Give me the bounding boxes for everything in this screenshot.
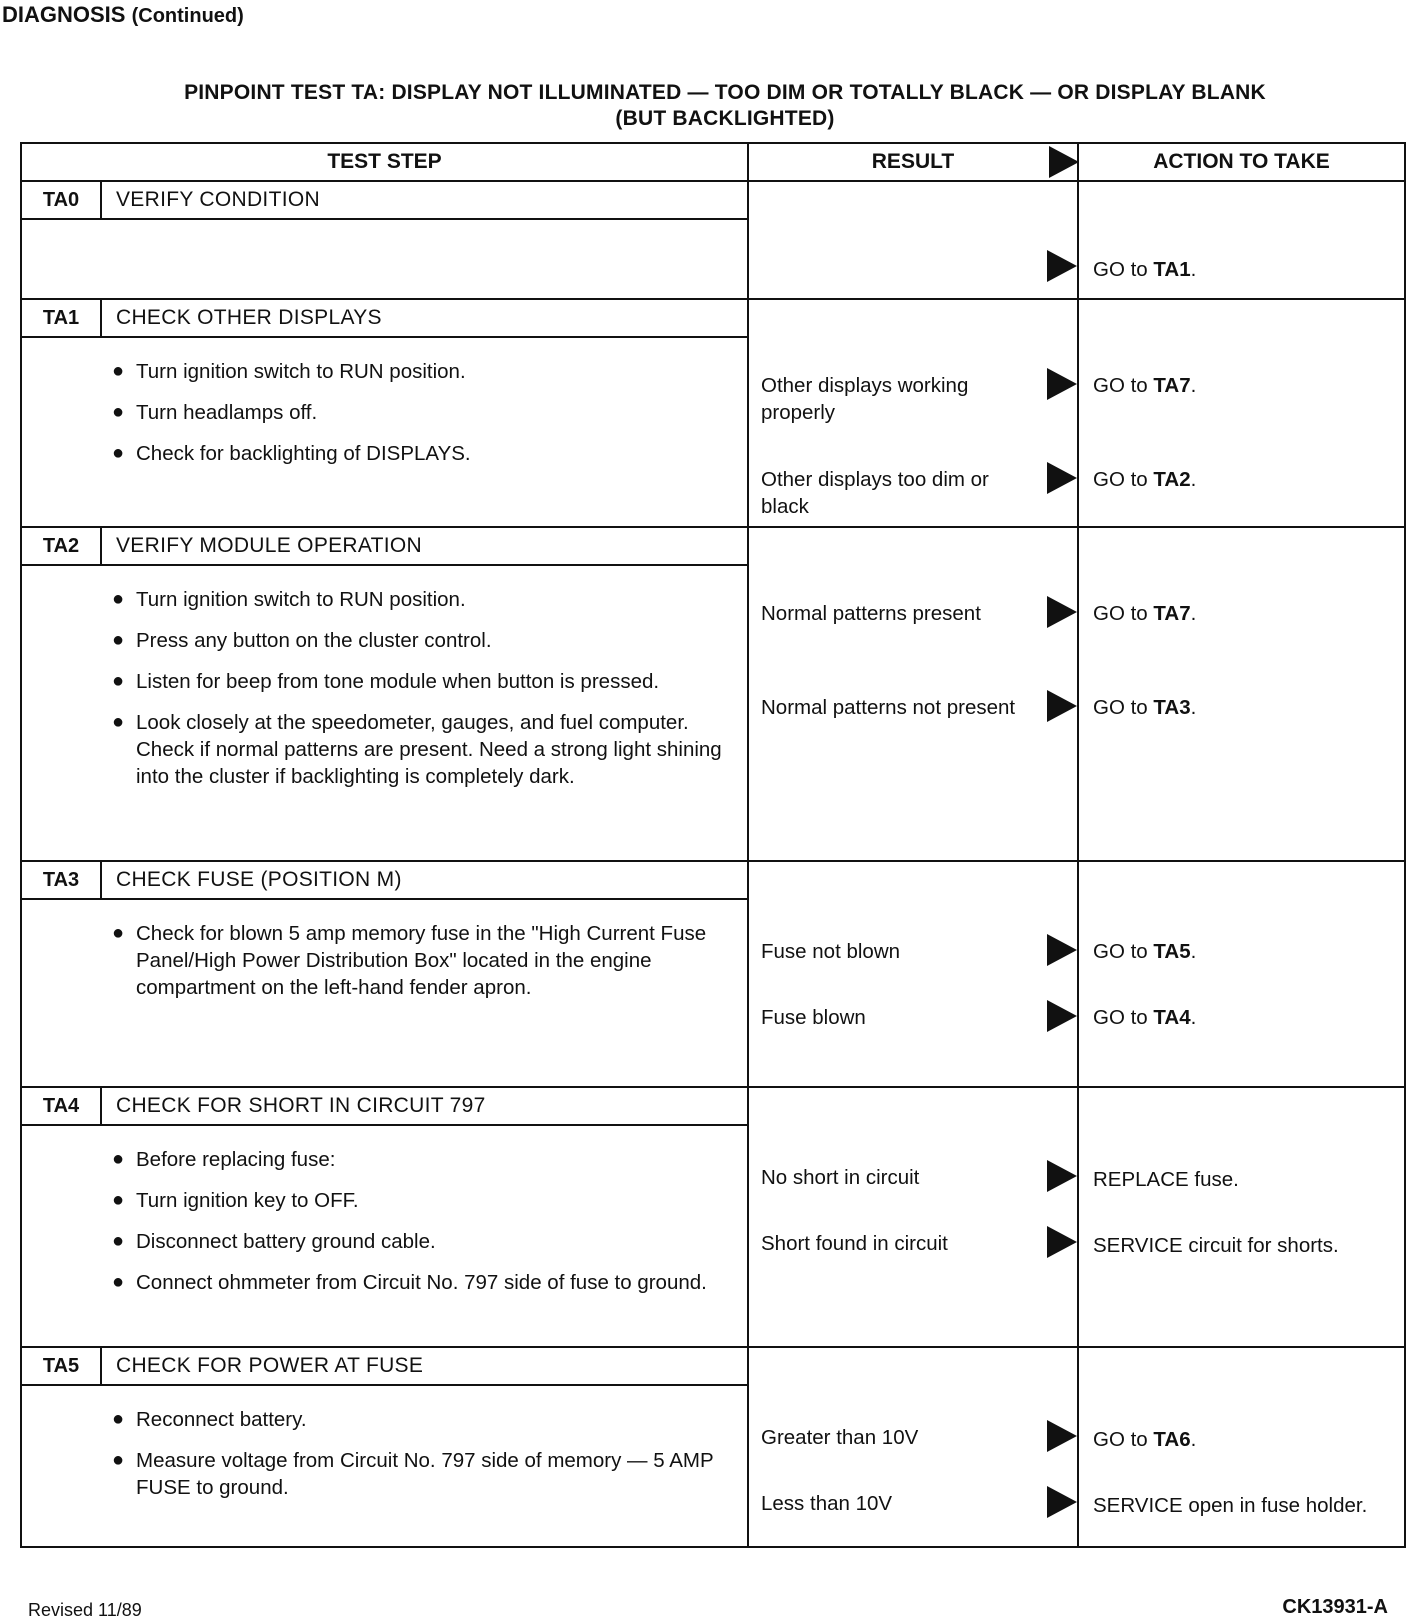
step-header bbox=[22, 300, 747, 338]
action-cell bbox=[1078, 181, 1405, 299]
result-item bbox=[761, 1424, 1067, 1451]
action-suffix: . bbox=[1190, 258, 1197, 281]
list-item bbox=[112, 1447, 727, 1501]
table-row bbox=[21, 861, 1405, 1087]
action-suffix: . bbox=[1190, 374, 1197, 397]
action-text: GO to bbox=[1093, 258, 1154, 281]
bullet-icon: ● bbox=[112, 1230, 125, 1252]
action-suffix: . bbox=[1190, 940, 1197, 963]
list-item bbox=[112, 1228, 727, 1255]
step-instruction: Check for backlighting of DISPLAYS. bbox=[136, 442, 471, 465]
action-cell bbox=[1078, 1347, 1405, 1547]
step-cell bbox=[21, 181, 748, 299]
action-code: TA5 bbox=[1153, 940, 1191, 963]
pinpoint-test-title-line2: (BUT BACKLIGHTED) bbox=[615, 107, 835, 130]
step-instruction: Reconnect battery. bbox=[136, 1408, 307, 1431]
action-suffix: . bbox=[1190, 696, 1197, 719]
arrow-right-icon bbox=[1047, 690, 1077, 722]
result-item bbox=[761, 694, 1067, 721]
page-title bbox=[2, 2, 244, 28]
table-row bbox=[21, 1347, 1405, 1547]
action-suffix: . bbox=[1190, 1428, 1197, 1451]
list-item bbox=[112, 627, 727, 654]
result-text: No short in circuit bbox=[761, 1166, 920, 1189]
action-item bbox=[1093, 466, 1394, 493]
step-instruction: Turn ignition switch to RUN position. bbox=[136, 360, 466, 383]
column-header-result-label: RESULT bbox=[871, 150, 955, 173]
step-cell bbox=[21, 299, 748, 527]
action-text: GO to bbox=[1093, 602, 1154, 625]
action-text: GO to bbox=[1093, 1006, 1154, 1029]
pinpoint-test-title bbox=[40, 80, 1408, 132]
arrow-right-icon bbox=[1047, 1000, 1077, 1032]
result-cell bbox=[748, 1087, 1078, 1347]
action-item bbox=[1093, 256, 1394, 283]
bullet-icon: ● bbox=[112, 1408, 125, 1430]
step-instruction: Measure voltage from Circuit No. 797 side of memory — 5 AMP FUSE to ground. bbox=[136, 1449, 714, 1499]
step-label: VERIFY CONDITION bbox=[116, 188, 320, 211]
action-code: TA1 bbox=[1153, 258, 1191, 281]
pinpoint-test-title-line1: PINPOINT TEST TA: DISPLAY NOT ILLUMINATED — TOO DIM OR TOTALLY BLACK — OR DISPLAY BLANK bbox=[184, 81, 1266, 104]
action-cell bbox=[1078, 527, 1405, 861]
column-header-test-step: TEST STEP bbox=[21, 143, 748, 181]
arrow-right-icon bbox=[1047, 1420, 1077, 1452]
step-instruction: Connect ohmmeter from Circuit No. 797 side of fuse to ground. bbox=[136, 1271, 707, 1294]
arrow-right-icon bbox=[1047, 596, 1077, 628]
step-cell bbox=[21, 1087, 748, 1347]
step-instruction: Listen for beep from tone module when button is pressed. bbox=[136, 670, 660, 693]
action-text: GO to bbox=[1093, 374, 1154, 397]
bullet-icon: ● bbox=[112, 629, 125, 651]
step-id: TA1 bbox=[22, 300, 102, 336]
result-cell bbox=[748, 527, 1078, 861]
step-body bbox=[22, 900, 747, 1025]
result-text: Normal patterns not present bbox=[761, 696, 1016, 719]
arrow-right-icon bbox=[1047, 368, 1077, 400]
step-cell bbox=[21, 527, 748, 861]
action-code: TA7 bbox=[1153, 374, 1191, 397]
list-item bbox=[112, 358, 727, 385]
action-suffix: . bbox=[1190, 602, 1197, 625]
step-instruction: Turn ignition key to OFF. bbox=[136, 1189, 359, 1212]
table-row bbox=[21, 527, 1405, 861]
step-instruction: Press any button on the cluster control. bbox=[136, 629, 492, 652]
list-item bbox=[112, 399, 727, 426]
list-item bbox=[112, 1406, 727, 1433]
bullet-icon: ● bbox=[112, 360, 125, 382]
result-cell bbox=[748, 1347, 1078, 1547]
arrow-right-icon bbox=[1047, 1160, 1077, 1192]
table-row bbox=[21, 181, 1405, 299]
bullet-icon: ● bbox=[112, 1189, 125, 1211]
bullet-icon: ● bbox=[112, 1148, 125, 1170]
step-header bbox=[22, 1088, 747, 1126]
action-cell bbox=[1078, 861, 1405, 1087]
arrow-right-icon bbox=[1047, 462, 1077, 494]
table-header-row bbox=[21, 143, 1405, 181]
result-item bbox=[761, 1490, 1067, 1517]
action-suffix: . bbox=[1190, 468, 1197, 491]
result-text: Greater than 10V bbox=[761, 1426, 919, 1449]
result-item bbox=[761, 938, 1067, 965]
result-item bbox=[761, 1230, 1067, 1257]
arrow-right-icon bbox=[1047, 1226, 1077, 1258]
action-item bbox=[1093, 694, 1394, 721]
step-id: TA5 bbox=[22, 1348, 102, 1384]
bullet-icon: ● bbox=[112, 1449, 125, 1471]
list-item bbox=[112, 586, 727, 613]
pinpoint-test-table bbox=[20, 142, 1406, 1548]
action-item bbox=[1093, 600, 1394, 627]
step-body bbox=[22, 1386, 747, 1511]
result-text: Fuse not blown bbox=[761, 940, 901, 963]
result-cell bbox=[748, 299, 1078, 527]
step-body bbox=[22, 1126, 747, 1306]
action-code: TA3 bbox=[1153, 696, 1191, 719]
result-cell bbox=[748, 861, 1078, 1087]
bullet-icon: ● bbox=[112, 922, 125, 944]
action-item bbox=[1093, 938, 1394, 965]
list-item bbox=[112, 668, 727, 695]
arrow-right-icon bbox=[1047, 1486, 1077, 1518]
result-item bbox=[761, 1164, 1067, 1191]
result-text: Other displays working properly bbox=[761, 374, 969, 424]
figure-code: CK13931-A bbox=[1282, 1596, 1388, 1618]
step-cell bbox=[21, 861, 748, 1087]
step-instruction: Before replacing fuse: bbox=[136, 1148, 336, 1171]
step-id: TA0 bbox=[22, 182, 102, 218]
bullet-icon: ● bbox=[112, 670, 125, 692]
action-code: TA2 bbox=[1153, 468, 1191, 491]
result-item bbox=[761, 1004, 1067, 1031]
action-text: GO to bbox=[1093, 468, 1154, 491]
action-text: GO to bbox=[1093, 1428, 1154, 1451]
step-instruction: Turn headlamps off. bbox=[136, 401, 318, 424]
bullet-icon: ● bbox=[112, 1271, 125, 1293]
step-body bbox=[22, 338, 747, 491]
step-cell bbox=[21, 1347, 748, 1547]
page-title-text: DIAGNOSIS bbox=[2, 2, 126, 27]
action-text: GO to bbox=[1093, 696, 1154, 719]
action-text: GO to bbox=[1093, 940, 1154, 963]
page-title-continued: (Continued) bbox=[131, 5, 244, 27]
step-instruction: Check for blown 5 amp memory fuse in the "High Current Fuse Panel/High Power Distribution Box" located in the engine compartment on the left-hand fender apron. bbox=[136, 922, 707, 999]
step-header bbox=[22, 862, 747, 900]
step-label: CHECK OTHER DISPLAYS bbox=[116, 306, 382, 329]
action-suffix: . bbox=[1190, 1006, 1197, 1029]
arrow-right-icon bbox=[1049, 146, 1079, 178]
action-item bbox=[1093, 1492, 1394, 1519]
table-row bbox=[21, 299, 1405, 527]
step-header bbox=[22, 528, 747, 566]
action-code: TA6 bbox=[1153, 1428, 1191, 1451]
action-item bbox=[1093, 1426, 1394, 1453]
list-item bbox=[112, 1269, 727, 1296]
step-label: CHECK FOR POWER AT FUSE bbox=[116, 1354, 424, 1377]
action-item bbox=[1093, 372, 1394, 399]
step-header bbox=[22, 1348, 747, 1386]
result-text: Short found in circuit bbox=[761, 1232, 948, 1255]
list-item bbox=[112, 709, 727, 790]
action-item bbox=[1093, 1004, 1394, 1031]
list-item bbox=[112, 1146, 727, 1173]
step-id: TA4 bbox=[22, 1088, 102, 1124]
arrow-right-icon bbox=[1047, 934, 1077, 966]
action-item bbox=[1093, 1232, 1394, 1259]
table-row bbox=[21, 1087, 1405, 1347]
step-label: VERIFY MODULE OPERATION bbox=[116, 534, 423, 557]
step-instruction: Look closely at the speedometer, gauges, and fuel computer. Check if normal patterns are present. Need a strong light shining into the cluster if backlighting is completely dark. bbox=[136, 711, 722, 788]
action-text: SERVICE open in fuse holder. bbox=[1093, 1494, 1368, 1517]
bullet-icon: ● bbox=[112, 442, 125, 464]
action-text: REPLACE fuse. bbox=[1093, 1168, 1239, 1191]
step-label: CHECK FUSE (POSITION M) bbox=[116, 868, 402, 891]
bullet-icon: ● bbox=[112, 711, 125, 733]
revision-date: Revised 11/89 bbox=[28, 1600, 142, 1620]
bullet-icon: ● bbox=[112, 401, 125, 423]
arrow-right-icon bbox=[1047, 250, 1077, 282]
step-id: TA3 bbox=[22, 862, 102, 898]
result-text: Other displays too dim or black bbox=[761, 468, 989, 518]
result-item bbox=[761, 372, 1067, 426]
action-item bbox=[1093, 1166, 1394, 1193]
action-cell bbox=[1078, 1087, 1405, 1347]
step-body bbox=[22, 566, 747, 800]
list-item bbox=[112, 1187, 727, 1214]
action-cell bbox=[1078, 299, 1405, 527]
result-text: Fuse blown bbox=[761, 1006, 866, 1029]
step-label: CHECK FOR SHORT IN CIRCUIT 797 bbox=[116, 1094, 486, 1117]
result-text: Less than 10V bbox=[761, 1492, 893, 1515]
column-header-result bbox=[748, 143, 1078, 181]
column-header-action: ACTION TO TAKE bbox=[1078, 143, 1405, 181]
result-cell bbox=[748, 181, 1078, 299]
step-instruction: Disconnect battery ground cable. bbox=[136, 1230, 436, 1253]
step-instruction: Turn ignition switch to RUN position. bbox=[136, 588, 466, 611]
result-item bbox=[761, 600, 1067, 627]
result-item bbox=[761, 466, 1067, 520]
list-item bbox=[112, 440, 727, 467]
action-code: TA7 bbox=[1153, 602, 1191, 625]
action-text: SERVICE circuit for shorts. bbox=[1093, 1234, 1339, 1257]
step-header bbox=[22, 182, 747, 220]
action-code: TA4 bbox=[1153, 1006, 1191, 1029]
result-text: Normal patterns present bbox=[761, 602, 981, 625]
list-item bbox=[112, 920, 727, 1001]
step-id: TA2 bbox=[22, 528, 102, 564]
bullet-icon: ● bbox=[112, 588, 125, 610]
